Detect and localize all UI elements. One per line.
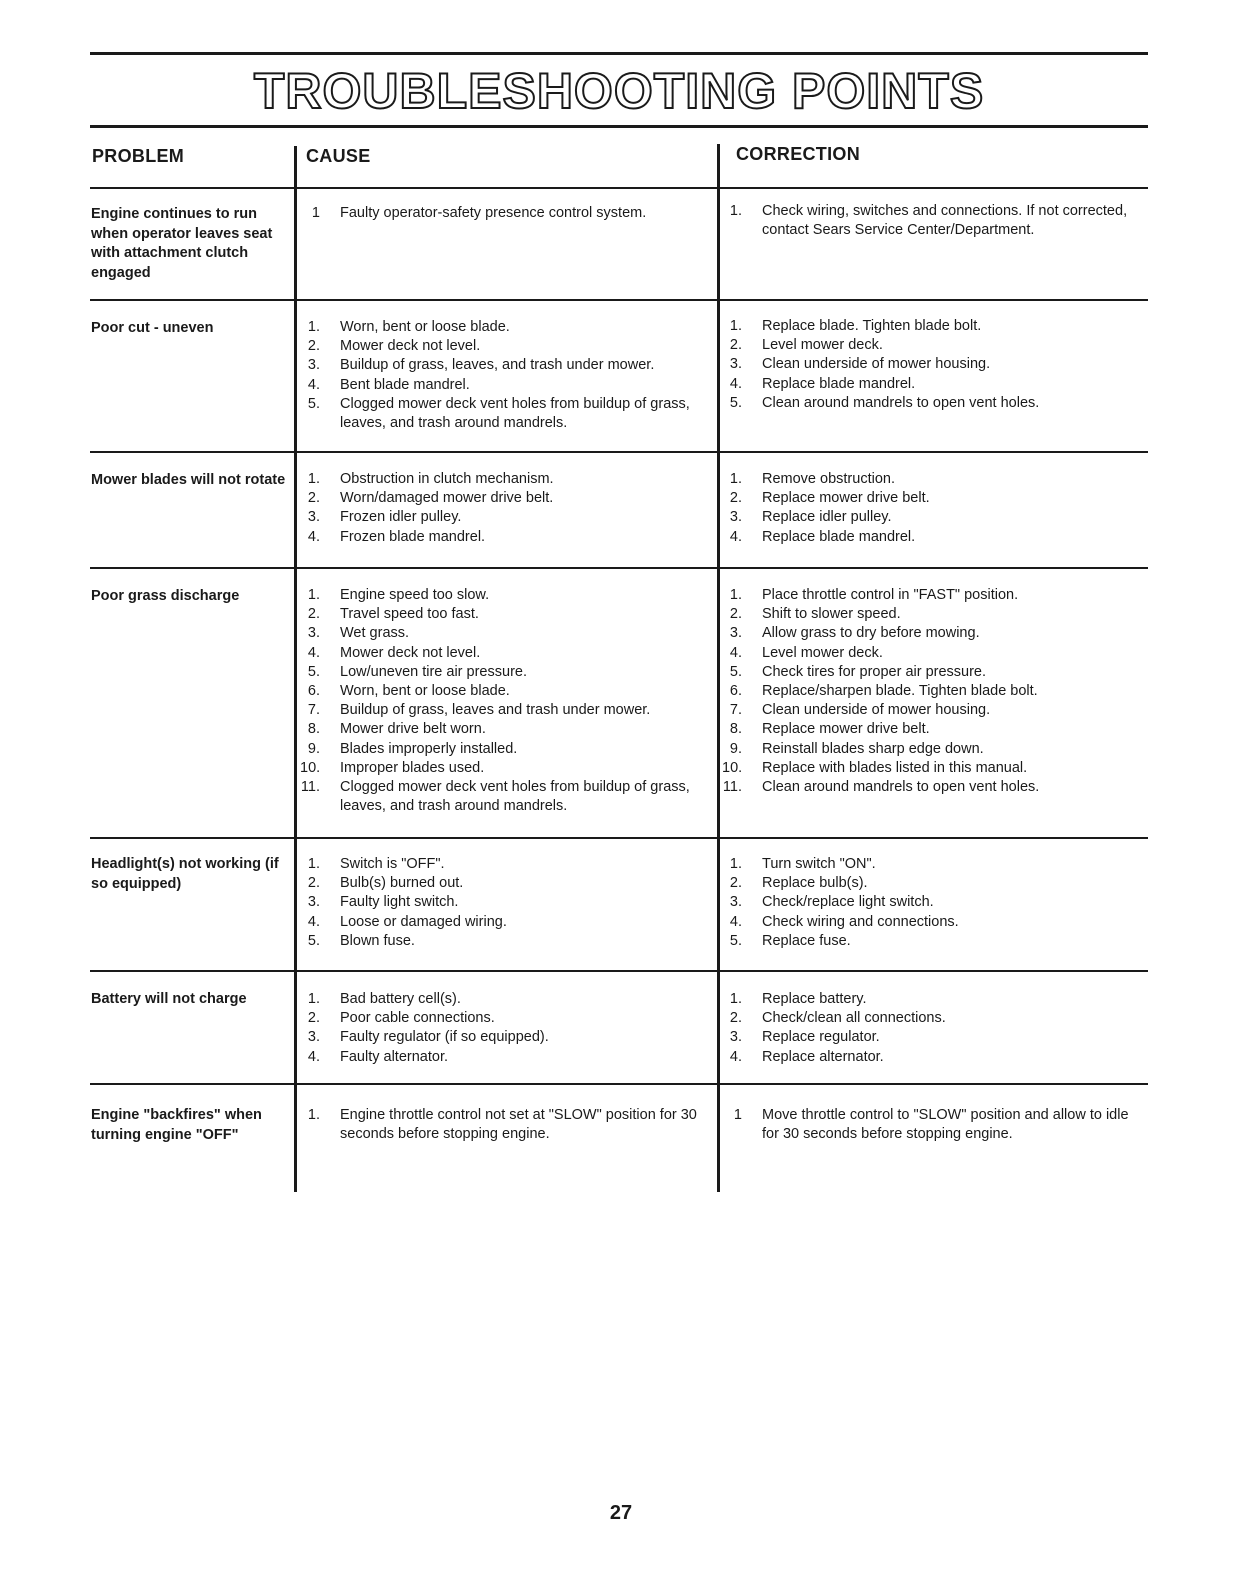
cause-list-poor-grass-discharge <box>300 586 710 816</box>
list-item: 5. Replace fuse. <box>729 932 851 949</box>
problem-column-header: PROBLEM <box>92 146 185 166</box>
list-item: 3. Buildup of grass, leaves, and trash under mower. <box>307 357 655 374</box>
list-item: 1. Bad battery cell(s). <box>307 991 461 1007</box>
list-item: 2. Replace mower drive belt. <box>729 490 930 507</box>
list-item: 2. Worn/damaged mower drive belt. <box>307 490 554 507</box>
list-item: 4. Check wiring and connections. <box>729 913 959 930</box>
cause-list-battery-not-charge <box>300 990 710 1067</box>
list-item: 3. Check/replace light switch. <box>729 894 934 911</box>
list-item: 3. Wet grass. <box>307 625 410 642</box>
cause-column-header: CAUSE <box>306 146 371 166</box>
column-divider-cause <box>294 146 297 1192</box>
row-rule <box>90 1083 1148 1085</box>
list-item: 4. Replace blade mandrel. <box>729 528 916 545</box>
correction-list-engine-backfires <box>722 1106 1142 1144</box>
list-item: 2. Travel speed too fast. <box>307 606 479 623</box>
list-item: 7. Clean underside of mower housing. <box>729 702 991 719</box>
problem-blades-not-rotate: Mower blades will not rotate <box>91 472 286 488</box>
cause-list-headlights-not-working <box>300 855 710 951</box>
list-item: 9. Reinstall blades sharp edge down. <box>729 740 984 757</box>
row-rule <box>90 299 1148 301</box>
list-item: 2. Bulb(s) burned out. <box>307 875 464 892</box>
list-item: 1. Switch is "OFF". <box>307 856 445 872</box>
list-item: 1. Turn switch "ON". <box>729 856 876 872</box>
row-rule <box>90 837 1148 839</box>
row-rule <box>90 567 1148 569</box>
list-item: 2. Level mower deck. <box>729 337 883 354</box>
list-item: 1. Replace battery. <box>729 991 867 1007</box>
correction-list-blades-not-rotate <box>722 470 1142 547</box>
correction-list-headlights-not-working <box>722 855 1142 951</box>
list-item: 3. Faulty regulator (if so equipped). <box>307 1029 549 1046</box>
list-item: 7. Buildup of grass, leaves and trash under mower. <box>307 702 651 719</box>
problem-engine-continues: Engine continues to run when operator leaves seat with attachment clutch engaged <box>91 206 273 281</box>
list-item: 2. Mower deck not level. <box>307 338 481 355</box>
problem-poor-cut: Poor cut - uneven <box>91 320 214 336</box>
list-item: 3. Faulty light switch. <box>307 894 459 911</box>
list-item: 1. Obstruction in clutch mechanism. <box>307 471 554 487</box>
list-item: 1. Check wiring, switches and connections. If not corrected, contact Sears Service Center/Department. <box>729 203 1128 239</box>
list-item: 1 Faulty operator-safety presence control system. <box>311 205 647 221</box>
correction-list-poor-cut <box>722 317 1142 413</box>
list-item: 11. Clogged mower deck vent holes from buildup of grass, leaves, and trash around mandrels. <box>300 779 690 815</box>
list-item: 1. Remove obstruction. <box>729 471 895 487</box>
top-rule <box>90 52 1148 55</box>
problem-engine-backfires: Engine "backfires" when turning engine "OFF" <box>91 1107 262 1143</box>
list-item: 1. Place throttle control in "FAST" position. <box>729 587 1019 603</box>
list-item: 8. Replace mower drive belt. <box>729 721 930 738</box>
cause-list-engine-backfires <box>300 1106 710 1144</box>
cause-list-poor-cut <box>300 318 710 433</box>
list-item: 1. Worn, bent or loose blade. <box>307 319 510 335</box>
list-item: 11. Clean around mandrels to open vent holes. <box>722 779 1040 796</box>
list-item: 10. Improper blades used. <box>300 759 485 776</box>
list-item: 4. Bent blade mandrel. <box>307 376 470 393</box>
column-divider-correction <box>717 144 720 1192</box>
list-item: 3. Replace idler pulley. <box>729 509 892 526</box>
list-item: 1 Move throttle control to "SLOW" position and allow to idle for 30 seconds before stopping engine. <box>733 1107 1129 1143</box>
list-item: 2. Shift to slower speed. <box>729 606 901 623</box>
list-item: 4. Mower deck not level. <box>307 644 481 661</box>
correction-list-battery-not-charge <box>722 990 1142 1067</box>
page-number: 27 <box>609 1502 633 1524</box>
list-item: 5. Check tires for proper air pressure. <box>729 663 987 680</box>
list-item: 3. Clean underside of mower housing. <box>729 356 991 373</box>
list-item: 3. Frozen idler pulley. <box>307 509 462 526</box>
row-rule <box>90 970 1148 972</box>
list-item: 4. Level mower deck. <box>729 644 883 661</box>
list-item: 4. Replace alternator. <box>729 1048 884 1065</box>
list-item: 2. Replace bulb(s). <box>729 875 868 892</box>
list-item: 3. Allow grass to dry before mowing. <box>729 625 980 642</box>
header-rule <box>90 187 1148 189</box>
list-item: 6. Replace/sharpen blade. Tighten blade bolt. <box>729 683 1038 700</box>
list-item: 8. Mower drive belt worn. <box>307 721 486 738</box>
list-item: 5. Clogged mower deck vent holes from buildup of grass, leaves, and trash around mandrels. <box>307 395 690 432</box>
title-rule <box>90 125 1148 128</box>
list-item: 9. Blades improperly installed. <box>307 740 518 757</box>
problem-headlights-not-working: Headlight(s) not working (if so equipped) <box>91 856 279 892</box>
list-item: 4. Replace blade mandrel. <box>729 375 916 392</box>
list-item: 4. Faulty alternator. <box>307 1048 448 1065</box>
list-item: 2. Check/clean all connections. <box>729 1010 946 1027</box>
correction-list-poor-grass-discharge <box>722 586 1142 797</box>
correction-column-header: CORRECTION <box>736 144 860 164</box>
list-item: 1. Engine speed too slow. <box>307 587 490 603</box>
cause-list-engine-continues <box>300 204 710 223</box>
row-rule <box>90 451 1148 453</box>
list-item: 5. Blown fuse. <box>307 932 415 949</box>
list-item: 3. Replace regulator. <box>729 1029 880 1046</box>
correction-list-engine-continues <box>722 202 1142 240</box>
list-item: 1. Replace blade. Tighten blade bolt. <box>729 318 982 334</box>
list-item: 6. Worn, bent or loose blade. <box>307 683 510 700</box>
list-item: 1. Engine throttle control not set at "SLOW" position for 30 seconds before stopping engine. <box>307 1107 697 1143</box>
list-item: 4. Frozen blade mandrel. <box>307 528 486 545</box>
page-title: TROUBLESHOOTING POINTS <box>253 63 985 119</box>
problem-poor-grass-discharge: Poor grass discharge <box>91 588 240 604</box>
problem-battery-not-charge: Battery will not charge <box>91 991 247 1007</box>
list-item: 4. Loose or damaged wiring. <box>307 913 507 930</box>
list-item: 2. Poor cable connections. <box>307 1010 495 1027</box>
list-item: 5. Low/uneven tire air pressure. <box>307 663 527 680</box>
cause-list-blades-not-rotate <box>300 470 710 547</box>
list-item: 5. Clean around mandrels to open vent holes. <box>729 394 1040 411</box>
list-item: 10. Replace with blades listed in this manual. <box>722 759 1028 776</box>
